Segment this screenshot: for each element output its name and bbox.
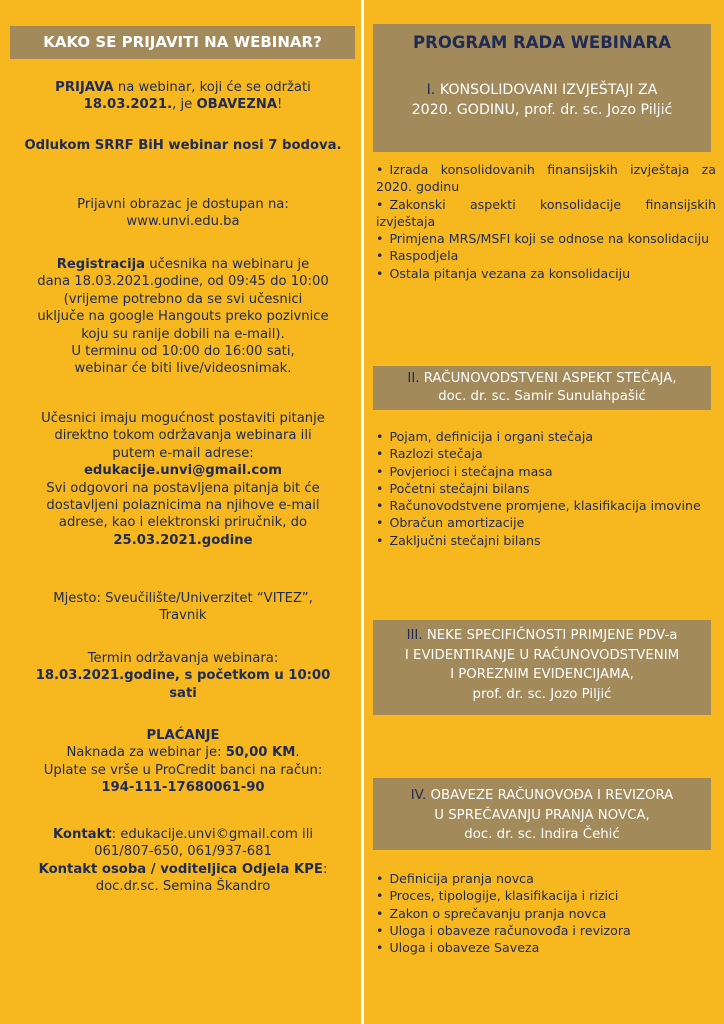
list-item: • Razlozi stečaja [376,446,483,462]
registration-heading: KAKO SE PRIJAVITI NA WEBINAR? [10,26,355,59]
section-2-list [376,428,716,549]
list-item: • Primjena MRS/MSFI koji se odnose na konsolidaciju [376,231,710,247]
registracija-line: (vrijeme potrebno da se svi učesnici [63,291,303,307]
kontakt-colon: : [322,861,328,877]
section-number: II. [407,371,420,386]
prijava-text2: , je [172,97,197,113]
pitanja-block [8,410,358,549]
program-title: PROGRAM RADA WEBINARA [413,33,671,52]
list-item: • Izrada konsolidovanih finansijskih izvještaja za 2020. godinu [376,162,716,195]
placanje-heading: PLAĆANJE [146,728,220,743]
list-item: • Obračun amortizacije [376,515,525,531]
prijava-text: na webinar, koji će se održati [113,80,311,95]
list-item: • Uloga i obaveze računovođa i revizora [376,922,631,938]
list-item-text: Računovodstvene promjene, klasifikacija imovine [389,498,701,514]
section-line: KONSOLIDOVANI IZVJEŠTAJI ZA [435,82,658,98]
registracija-line: webinar će biti live/videosnimak. [74,361,292,377]
kontakt-block [8,826,358,896]
list-item-text: Razlozi stečaja [389,446,483,462]
section-line: OBAVEZE RAČUNOVOĐA I REVIZORA [426,788,674,803]
list-item-text: Proces, tipologije, klasifikacija i rizici [389,888,619,904]
list-item-text: Početni stečajni bilans [389,480,530,496]
kontakt-person-label: Kontakt osoba / voditeljica Odjela KPE [38,861,323,877]
section-line: 2020. GODINU, prof. dr. sc. Jozo Piljić [411,102,673,118]
bank-info: Uplate se vrše u ProCredit banci na račun: [43,762,323,778]
obrazac-block [8,196,358,231]
section-2-heading [373,366,711,410]
list-item: • Ostala pitanja vezana za konsolidaciju [376,265,631,281]
list-item: • Zaključni stečajni bilans [376,532,541,548]
list-item-text: Izrada konsolidovanih finansijskih izvještaja za 2020. godinu [376,162,716,195]
email-link[interactable]: edukacije.unvi@gmail.com [83,463,283,479]
bank-account: 194-111-17680061-90 [101,780,265,796]
fee-end: . [295,745,300,761]
prijava-block [8,79,358,114]
kontakt-person: doc.dr.sc. Semina Škandro [95,879,271,895]
section-line: I POREZNIM EVIDENCIJAMA, [450,667,634,682]
list-item-text: Pojam, definicija i organi stečaja [389,429,594,444]
fee-amount: 50,00 KM [225,745,296,761]
list-item-text: Zaključni stečajni bilans [389,532,541,548]
list-item: • Proces, tipologije, klasifikacija i rizici [376,888,619,904]
list-item-text: Zakonski aspekti konsolidacije finansijskih izvještaja [376,196,716,229]
pitanja-line: Svi odgovori na postavljena pitanja bit će [46,480,320,496]
list-item-text: Zakon o sprečavanju pranja novca [389,905,607,921]
pitanja-line: adrese, kao i elektronski priručnik, do [58,515,308,531]
section-3-heading [373,620,711,715]
placanje-block [8,727,358,797]
prijava-date: 18.03.2021. [83,97,173,113]
obrazac-label: Prijavni obrazac je dostupan na: [77,197,289,212]
website-link[interactable]: www.unvi.edu.ba [126,214,240,230]
prijava-obavezna: OBAVEZNA [196,97,278,113]
registracija-line: dana 18.03.2021.godine, od 09:45 do 10:00 [37,274,329,290]
bodovi-note: Odlukom SRRF BiH webinar nosi 7 bodova. [24,138,342,153]
prirucnik-date: 25.03.2021.godine [113,532,253,548]
mjesto-line: Travnik [159,608,207,624]
list-item: • Povjerioci i stečajna masa [376,463,553,479]
kontakt-email[interactable]: : edukacije.unvi©gmail.com ili [111,827,314,842]
list-item-text: Obračun amortizacije [389,515,525,531]
kontakt-phones: 061/807-650, 061/937-681 [94,844,272,860]
list-item: • Zakon o sprečavanju pranja novca [376,905,607,921]
termin-block [8,650,358,702]
prijava-excl: ! [277,97,283,113]
section-line: doc. dr. sc. Samir Sunulahpašić [438,388,646,404]
section-line: prof. dr. sc. Jozo Piljić [472,686,612,702]
list-item-text: Raspodjela [389,248,459,264]
registracija-line: koju su ranije dobili na e-mail). [81,326,285,342]
mjesto-line: Mjesto: Sveučilište/Univerzitet “VITEZ”, [53,591,313,606]
registracija-line: uključe na google Hangouts preko pozivnice [37,309,329,325]
list-item-text: Uloga i obaveze računovođa i revizora [389,922,631,938]
section-number: I. [426,82,436,98]
pitanja-line: dostavljeni polaznicima na njihove e-mail [46,498,320,514]
pitanja-line: Učesnici imaju mogućnost postaviti pitanje [41,411,325,426]
list-item: • Zakonski aspekti konsolidacije finansijskih izvještaja [376,196,716,229]
section-line: RAČUNOVODSTVENI ASPEKT STEČAJA, [419,371,677,386]
section-number: III. [406,628,423,643]
pitanja-line: direktno tokom održavanja webinara ili [54,428,312,444]
list-item-text: Povjerioci i stečajna masa [389,463,553,479]
section-4-heading [373,778,711,850]
list-item: • Pojam, definicija i organi stečaja [376,429,594,444]
prijava-word: PRIJAVA [55,80,114,95]
section-line: I EVIDENTIRANJE U RAČUNOVODSTVENIM [404,647,680,663]
section-1-heading [373,80,711,120]
pitanja-line: putem e-mail adrese: [112,445,254,461]
termin-label: Termin održavanja webinara: [87,651,279,666]
registracija-word: Registracija [56,257,146,272]
registracija-line: U terminu od 10:00 do 16:00 sati, [71,344,295,360]
list-item: • Raspodjela [376,248,459,264]
section-line: U SPREČAVANJU PRANJA NOVCA, [434,807,650,823]
program-column [370,0,720,1024]
list-item-text: Uloga i obaveze Saveza [389,940,540,956]
list-item: • Računovodstvene promjene, klasifikacija imovine [376,498,701,514]
mjesto-block [8,590,358,625]
registracija-block [8,256,358,378]
program-title-box [373,24,711,152]
section-line: NEKE SPECIFIČNOSTI PRIMJENE PDV-a [422,628,678,643]
section-1-list [376,161,716,282]
section-number: IV. [410,788,427,803]
kontakt-label: Kontakt [52,827,112,842]
fee-label: Naknada za webinar je: [66,745,226,761]
list-item: • Uloga i obaveze Saveza [376,940,540,956]
section-4-list [376,870,716,956]
list-item-text: Ostala pitanja vezana za konsolidaciju [389,265,631,281]
column-divider [361,0,364,1024]
registracija-line: učesnika na webinaru je [145,257,310,272]
registration-column [8,0,358,1024]
list-item: • Početni stečajni bilans [376,480,530,496]
section-line: doc. dr. sc. Indira Čehić [464,827,620,842]
termin-value: 18.03.2021.godine, s početkom u 10:00 [35,668,331,684]
list-item: • Definicija pranja novca [376,871,534,886]
termin-value: sati [169,685,197,701]
list-item-text: Primjena MRS/MSFI koji se odnose na konsolidaciju [389,231,710,247]
list-item-text: Definicija pranja novca [389,871,534,886]
